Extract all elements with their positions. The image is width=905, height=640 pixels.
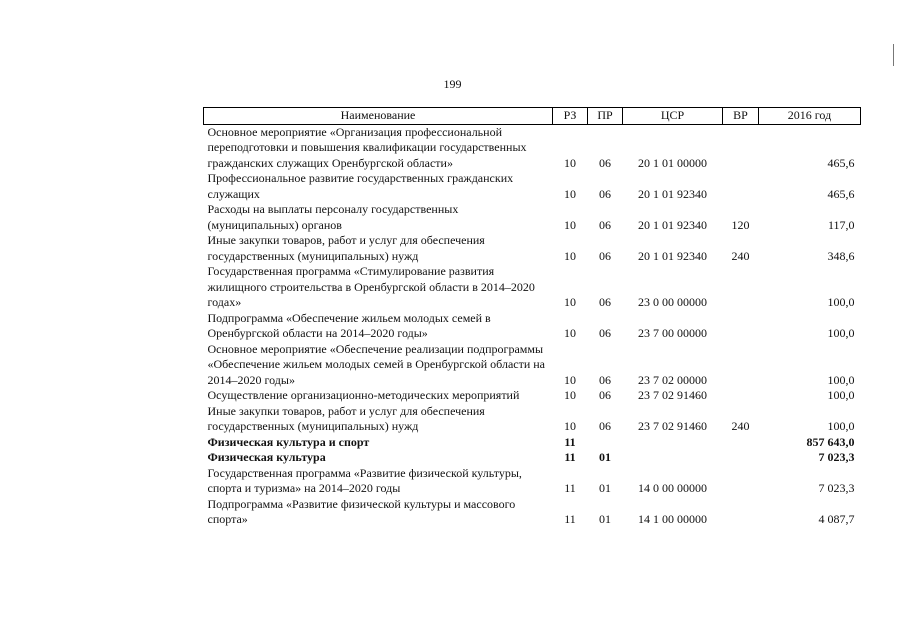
cell-pr: 06 [599,419,611,433]
cell-vr [723,342,759,389]
table-row [204,388,861,404]
cell-name: Осуществление организационно-методических мероприятий [207,388,520,402]
budget-table [203,107,861,528]
cell-amount: 857 643,0 [806,434,855,449]
cell-amount: 100,0 [827,388,855,402]
cell-rz: 11 [564,512,576,526]
table-row [204,435,861,451]
cell-csr [623,435,723,451]
cell-vr [723,388,759,404]
header-rz: РЗ [553,108,588,125]
cell-amount: 465,6 [827,155,855,170]
cell-pr [588,435,623,451]
cell-amount: 7 023,3 [818,481,855,495]
cell-vr: 240 [731,248,750,263]
cell-amount: 100,0 [827,372,855,387]
cell-pr: 06 [599,372,611,387]
table-row [204,171,861,202]
cell-rz: 10 [564,217,576,232]
table-row [204,311,861,342]
cell-rz: 11 [564,434,576,449]
cell-rz: 10 [564,388,576,402]
cell-amount: 117,0 [827,217,855,232]
cell-pr: 01 [599,481,611,495]
cell-name: Профессиональное развитие государственных гражданских служащих [207,171,514,201]
cell-pr: 06 [599,217,611,232]
cell-csr: 14 0 00 00000 [638,481,707,495]
cell-amount: 4 087,7 [818,512,855,526]
cell-pr: 06 [599,295,611,309]
cell-rz: 11 [564,481,576,495]
cell-name: Основное мероприятие «Обеспечение реализации подпрограммы «Обеспечение жильем молодых семей в Оренбургской области на 2014–2020 годы» [207,341,546,387]
table-row [204,264,861,311]
cell-rz: 10 [564,295,576,309]
cell-rz: 10 [564,372,576,387]
cell-vr [723,264,759,311]
cell-amount: 100,0 [827,295,855,309]
cell-rz: 10 [564,326,576,340]
cell-rz: 11 [564,450,576,464]
cell-rz: 10 [564,248,576,263]
cell-name: Государственная программа «Развитие физической культуры, спорта и туризма» на 2014–2020 годы [207,465,522,495]
cell-csr: 20 1 01 92340 [638,217,707,232]
cell-name: Иные закупки товаров, работ и услуг для обеспечения государственных (муниципальных) нужд [207,403,485,433]
cell-rz: 10 [564,155,576,170]
cell-pr: 01 [599,512,611,526]
scan-edge-mark [893,44,894,66]
cell-name: Физическая культура [207,450,326,464]
cell-name: Основное мероприятие «Организация профессиональной переподготовки и повышения квалификации государственных гражданских служащих Оренбургской области» [207,124,527,170]
cell-vr [723,466,759,497]
cell-amount: 100,0 [827,419,855,433]
table-row [204,124,861,171]
cell-csr: 20 1 01 92340 [638,248,707,263]
cell-amount: 348,6 [827,248,855,263]
cell-vr [723,124,759,171]
page-number: 199 [443,77,462,91]
cell-pr: 06 [599,248,611,263]
cell-vr [723,450,759,466]
header-name: Наименование [204,108,553,125]
cell-csr: 20 1 01 00000 [638,155,707,170]
header-csr: ЦСР [623,108,723,125]
table-row [204,404,861,435]
cell-csr: 20 1 01 92340 [638,186,707,201]
cell-csr: 14 1 00 00000 [638,512,707,526]
cell-pr: 06 [599,388,611,402]
cell-csr: 23 0 00 00000 [638,295,707,309]
cell-pr: 06 [599,186,611,201]
header-vr: ВР [723,108,759,125]
cell-vr [723,171,759,202]
cell-pr: 01 [599,450,611,464]
cell-name: Расходы на выплаты персоналу государственных (муниципальных) органов [207,202,459,232]
table-row [204,450,861,466]
cell-amount: 7 023,3 [818,450,855,464]
cell-csr: 23 7 00 00000 [638,326,707,340]
table-row [204,202,861,233]
cell-csr: 23 7 02 91460 [638,388,707,402]
cell-csr [623,450,723,466]
table-row [204,497,861,528]
cell-name: Физическая культура и спорт [207,434,370,449]
cell-csr: 23 7 02 00000 [638,372,707,387]
cell-amount: 465,6 [827,186,855,201]
cell-amount: 100,0 [827,326,855,340]
table-row [204,233,861,264]
table-row [204,342,861,389]
cell-rz: 10 [564,419,576,433]
table-header-row [204,108,861,125]
cell-vr: 240 [731,419,750,433]
cell-name: Иные закупки товаров, работ и услуг для обеспечения государственных (муниципальных) нужд [207,233,485,263]
cell-vr: 120 [731,217,750,232]
cell-vr [723,497,759,528]
cell-name: Государственная программа «Стимулирование развития жилищного строительства в Оренбургской области в 2014–2020 годах» [207,264,535,309]
table-body [204,124,861,528]
cell-name: Подпрограмма «Развитие физической культуры и массового спорта» [207,496,516,526]
cell-pr: 06 [599,326,611,340]
cell-vr [723,435,759,451]
header-amount: 2016 год [759,108,861,125]
table-row [204,466,861,497]
header-pr: ПР [588,108,623,125]
cell-pr: 06 [599,155,611,170]
cell-rz: 10 [564,186,576,201]
cell-name: Подпрограмма «Обеспечение жильем молодых семей в Оренбургской области на 2014–2020 годы» [207,310,491,340]
cell-csr: 23 7 02 91460 [638,419,707,433]
cell-vr [723,311,759,342]
